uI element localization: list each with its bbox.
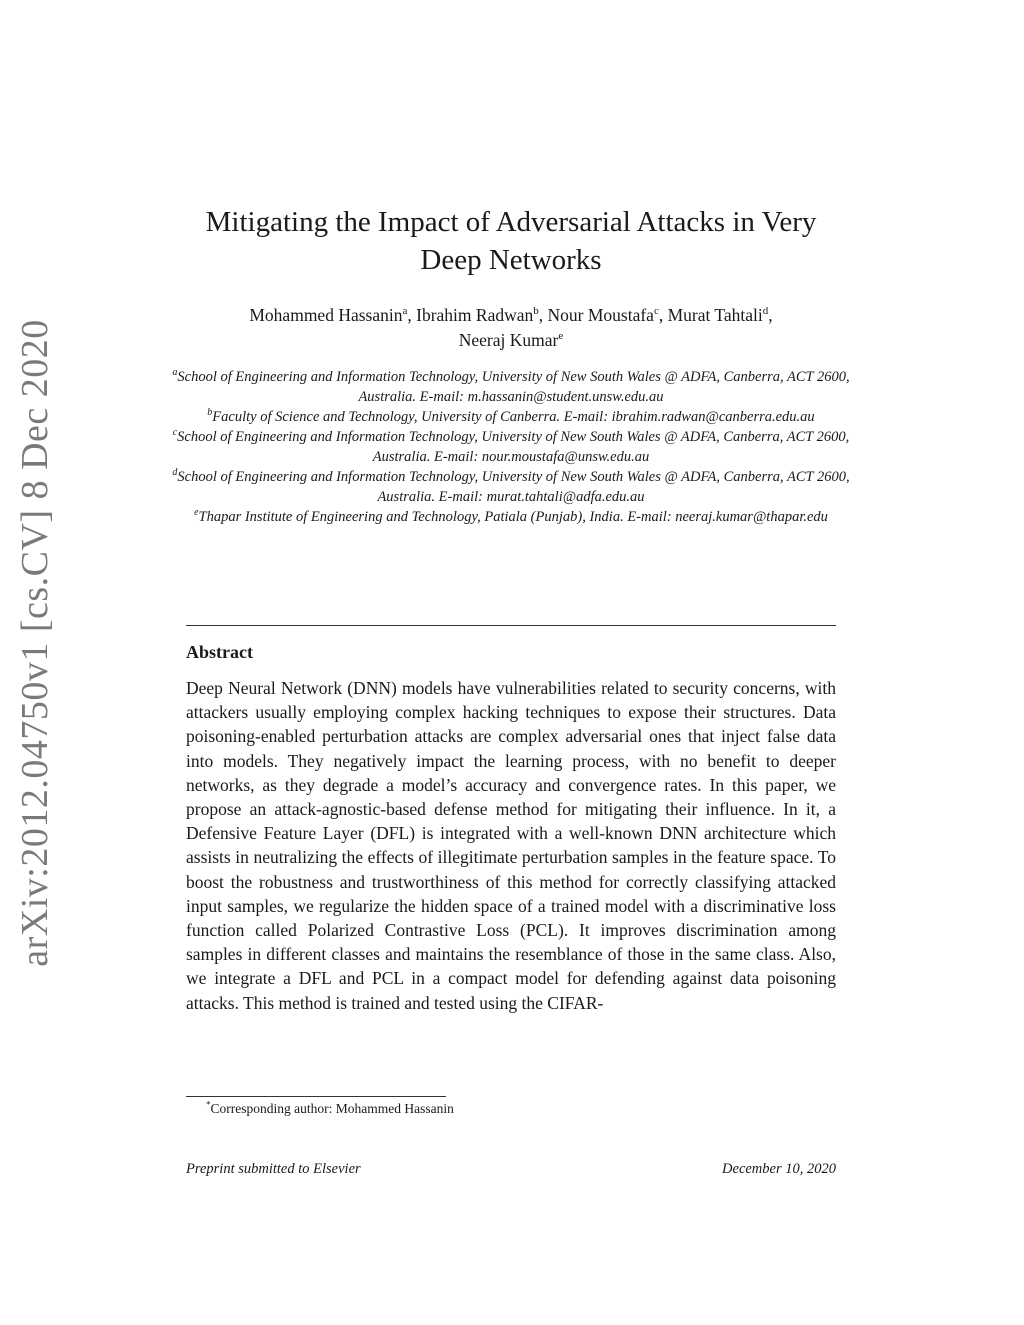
abstract-divider (186, 625, 836, 626)
arxiv-identifier: arXiv:2012.04750v1 [cs.CV] 8 Dec 2020 (14, 319, 56, 967)
author-name: Mohammed Hassanin$^a$, (249, 305, 417, 325)
affiliation: $^a$School of Engineering and Information Technology, University of New South Wales @ ADFA, Canberra, ACT 2600, Australia. E-mail: m.hassanin@student.unsw.edu.au (172, 367, 850, 405)
footnote-divider (186, 1096, 446, 1097)
affiliation: $^e$Thapar Institute of Engineering and Technology, Patiala (Punjab), India. E-mail: neeraj.kumar@thapar.edu (194, 507, 828, 525)
affiliation-list (170, 367, 852, 527)
author-list (170, 303, 852, 353)
author-name: Murat Tahtali$^d$, (667, 305, 773, 325)
corresponding-author-footnote: *Corresponding author: Mohammed Hassanin (206, 1099, 454, 1116)
affiliation: $^c$School of Engineering and Information Technology, University of New South Wales @ ADFA, Canberra, ACT 2600, Australia. E-mail: nour.moustafa@unsw.edu.au (172, 427, 850, 465)
arxiv-stamp (0, 0, 70, 1325)
author-name: Ibrahim Radwan$^b$, (416, 305, 548, 325)
affiliation: $^b$Faculty of Science and Technology, University of Canberra. E-mail: ibrahim.radwan@canberra.edu.au (207, 407, 815, 425)
paper-title: Mitigating the Impact of Adversarial Attacks in Very Deep Networks (205, 206, 817, 276)
abstract-body: Deep Neural Network (DNN) models have vulnerabilities related to security concerns, with attackers usually employing complex hacking techniques to expose their structures. Data poisoning-enabled perturbation attacks are complex adversarial ones that inject false data into models. They negatively impact the learning process, with no benefit to deeper networks, as they degrade a model’s accuracy and convergence rates. In this paper, we propose an attack-agnostic-based defense method for mitigating their influence. In it, a Defensive Feature Layer (DFL) is integrated with a well-known DNN architecture which assists in neutralizing the effects of illegitimate perturbation samples in the feature space. To boost the robustness and trustworthiness of this method for correctly classifying attacked input samples, we regularize the hidden space of a trained model with a discriminative loss function called Polarized Contrastive Loss (PCL). It improves discrimination among samples in different classes and maintains the resemblance of those in the same class. Also, we integrate a DFL and PCL in a compact model for defending against data poisoning attacks. This method is trained and tested using the CIFAR- (186, 678, 836, 1013)
affiliation: $^d$School of Engineering and Information Technology, University of New South Wales @ ADFA, Canberra, ACT 2600, Australia. E-mail: murat.tahtali@adfa.edu.au (172, 467, 850, 505)
abstract-heading: Abstract (186, 642, 253, 662)
author-name: Neeraj Kumar$^e$ (458, 330, 564, 350)
author-name: Nour Moustafa$^c$, (547, 305, 668, 325)
preprint-note: Preprint submitted to Elsevier (186, 1161, 361, 1177)
preprint-date: December 10, 2020 (722, 1161, 836, 1177)
